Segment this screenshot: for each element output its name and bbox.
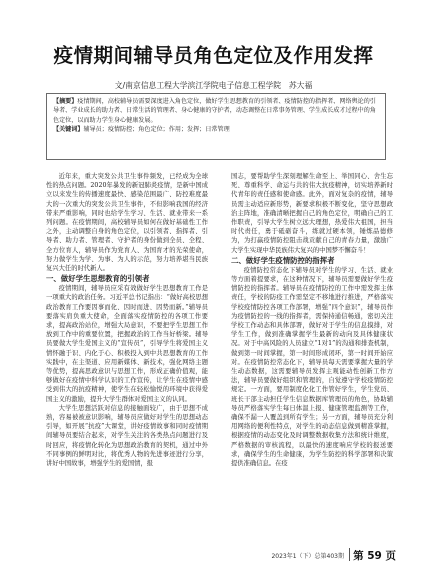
abstract-box [46,93,386,160]
section1-paragraph-3: 国志，要帮助学生深刻理解生命至上、举国同心、舍生忘死、尊重科学、命运与共的伟大抗疫精神，切实培养新时代青年的责任感和使命感。此外，面对复杂的疫情，辅导员需主动适应新形势，新要求积极不断变化，坚守思想政治主阵地，准确清晰把握自己的角色定位，明确自己的工作职责，引导大学生树立远大理想，热爱伟大祖国，担当时代责任，勇于砥砺奋斗，练就过硬本领，锤炼品德修为，为打赢疫情防控阻击战贡献自己的青春力量，激励广大学生实现中华民族伟大复兴的中国梦不懈奋斗！ [231,173,393,254]
keywords-text: 辅导员；疫情防控；角色定位；作用；发挥；日常管理 [83,126,230,134]
section-heading-2: 二、做好学生疫情防控的指挥者 [231,255,335,265]
right-column [231,172,393,468]
article-title: 疫情期间辅导员角色定位及作用发挥 [53,44,374,67]
abstract-keywords [53,125,379,134]
section-heading-1: 一、做好学生思想教育的引领者 [46,274,150,284]
section2-paragraph-1: 疫情防控常态化下辅导员对学生的学习、生活、就业等方面着提要求，在这种情况下，辅导员需要做好学生疫情防控的指挥者。辅导员在疫情防控的工作中需发挥主体责任，学校的防疫工作需坚定不移地进行推进，严格落实学校疫情防控各项工作部署，增强“四个意识”，辅导员作为疫情防控的一线的指挥者，需保持通信畅通，密切关注学校工作动态和具体部署，做好对于学生的信息摸排，对学生工作，做到准确掌握学生最新的动向及具体健康状况。对于中高风险的人员建立“1对1”的沟通和排查机制，做到第一时间掌握，第一时间形成闭环，第一时间开始应对。在疫情防控常态化下，辅导员每天需要掌握大量的学生动态数据，这需要辅导员发挥主观能动性创新工作方法，辅导员要做好组织和管理的，自觉遵守学校疫情防控规定。一方面，要用制度化化工作管好学生，学生党员、班长干部主动担任学生信息数据库管理员的角色，协助辅导员严格落实学生每日体温上报、健康管理监测等工作，确保不漏一人覆盖到所有学生；另一方面，辅导员充分利用网络的便利性特点，对学生的动态信息做到精准掌握，根据疫情的动态变化及时调整数据收集方法和统计维度，严格数据的审核流程，以最快的速度响应学校的报送要求，确保学生的生命健康，为学生防控的科学部署和决策提供准确信息。在疫 [231,266,393,468]
intro-paragraph: 近年来，重大突发公共卫生事件频发，已经成为全球性的热点问题。2020年暴发的新冠肺炎疫情，是新中国成立以来发生的传播速度最快、感染范围最广、防控难度最大的一次重大的突发公共卫生事件，不但影响我国的经济带来严重影响，同时也给学生学习、生活、就业带来一系列问题。在疫情期间，高校辅导员如何在做好基础性工作之外，主动调整自身的角色定位，以引领者、指挥者、引导者、助力者、管理者、守护者的身份做到全员、全程、全方位育人，辅导员作为党育人、为国育才的光荣使命，努力做学生为学、为事、为人的示范，努力培养堪当民族复兴大任的时代新人。 [46,173,208,273]
page-footer [246,548,396,562]
section1-paragraph-1: 疫情期间，辅导员应采有效做好学生思想教育工作是一项重大的政治任务。习近平总书记指出：“做好高校思想政治教育工作要因事而化、因时而进、因势而新。”辅导员要落实肩负重大使命，全面落实疫情防控的各项工作要求，提高政治站位，增强大局意识，不要把学生思想工作放到工作中的重要位置，把握政治的工作当好桥梁。辅导员要做大学生爱国主义的“宣传员”，引导学生将爱国主义情怀融于识、内化于心、积极投入到中共思想教育的工作实践中，在主渠道、应用新媒体、新技术，强化网络主题等优势，提高思政意识与思想工作，形成正确价值观，能够做好在疫情中科学认识的工作宣传，让学生在疫情中感受到伟大的抗疫精神，使学生在轻松愉悦的环境中获得爱国主义的激励，提升大学生群体对爱国主义的认同。 [46,285,208,403]
summary-text: 疫情期间，高校辅导员需要深度进入角色定位，做好学生思想教育的引领者、疫情防控的指挥者、网络舆论的引导者、学业成长的助力者、日常生活的管理者、身心健康的守护者，动态调整在日常事务管理、学生成长成才过程中的角色定位，以而助力学生身心健康发展。 [53,98,376,124]
footer-divider [349,548,350,561]
article-author: 文/南京信息工程大学滨江学院电子信息工程学院 苏大福 [114,81,313,90]
left-column [46,172,208,468]
abstract-summary [53,97,379,125]
keywords-label: 【关键词】 [53,126,84,134]
issue-info: 2023年1（下）总第403期 [271,553,344,560]
section1-paragraph-2: 大学生思想活跃对信息的接触面较广，由于思想不成熟，容易被被意识影响，辅导员应做好对学生的思想动态引导，如开展“抗疫”大课堂，讲好疫情故事和同时疫情期间辅导员要结合起来，对学生关注的各类热点问题进行及时回应，将疫情化转化为思想政治教育的契机，通过中外不同事例的鲜明对比，将优秀人物的先进事迹进行分享，讲好中国故事，增强学生的爱国情，报 [46,404,208,468]
summary-label: 【摘要】 [53,98,78,105]
page-number: 第 59 页 [353,550,396,562]
